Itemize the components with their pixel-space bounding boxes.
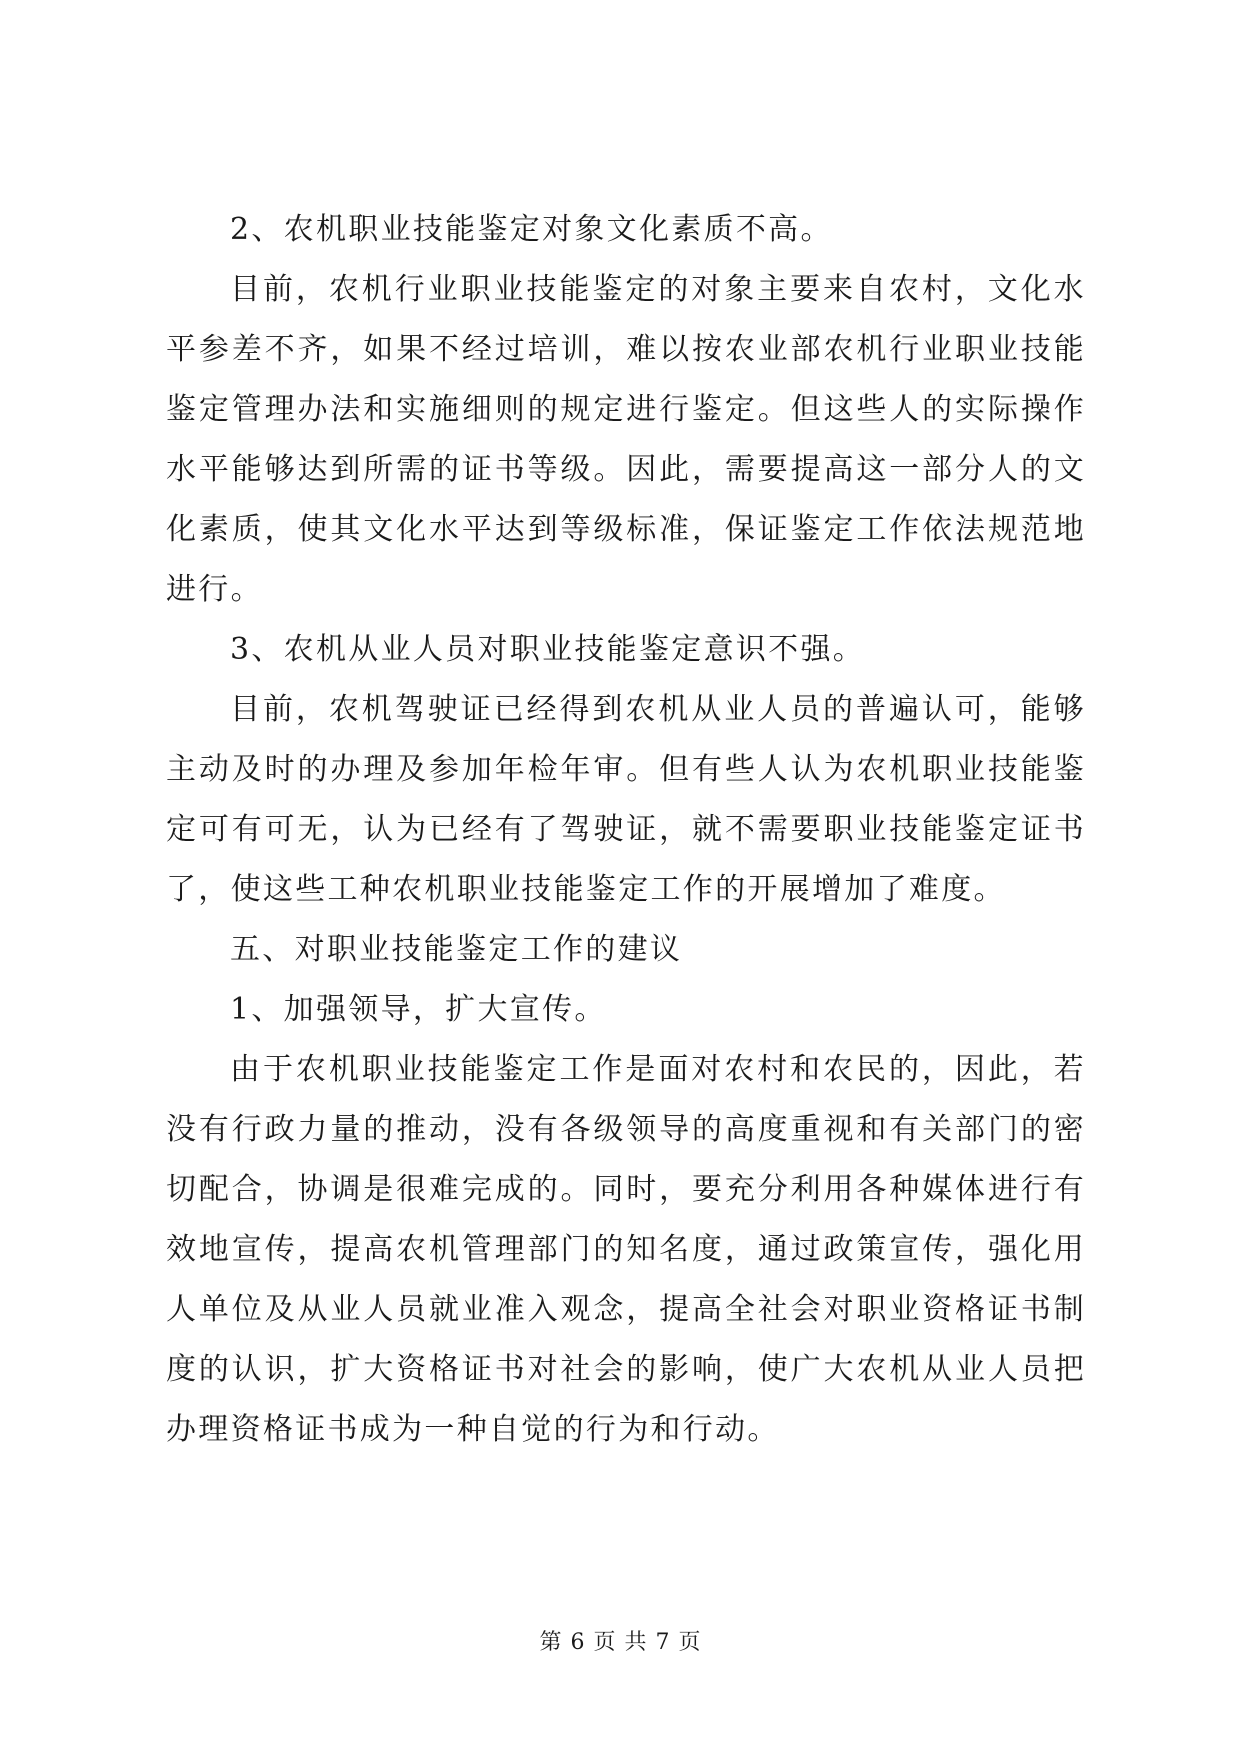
body-paragraph: 目前，农机驾驶证已经得到农机从业人员的普遍认可，能够主动及时的办理及参加年检年审。但有些人认为农机职业技能鉴定可有可无，认为已经有了驾驶证，就不需要职业技能鉴定证书了，使这些工种农机职业技能鉴定工作的开展增加了难度。 <box>166 692 1086 907</box>
section-heading-2: 2、农机职业技能鉴定对象文化素质不高。 <box>230 212 833 247</box>
body-paragraph: 由于农机职业技能鉴定工作是面对农村和农民的，因此，若没有行政力量的推动，没有各级领导的高度重视和有关部门的密切配合，协调是很难完成的。同时，要充分利用各种媒体进行有效地宣传，提高农机管理部门的知名度，通过政策宣传，强化用人单位及从业人员就业准入观念，提高全社会对职业资格证书制度的认识，扩大资格证书对社会的影响，使广大农机从业人员把办理资格证书成为一种自觉的行为和行动。 <box>166 1052 1086 1447</box>
section-heading-3: 3、农机从业人员对职业技能鉴定意识不强。 <box>230 632 866 667</box>
page-footer: 第 6 页 共 7 页 <box>539 1630 702 1655</box>
document-body <box>166 200 1086 1460</box>
section-heading-1: 1、加强领导，扩大宣传。 <box>230 992 607 1027</box>
chapter-heading-5: 五、对职业技能鉴定工作的建议 <box>230 932 683 967</box>
body-paragraph: 目前，农机行业职业技能鉴定的对象主要来自农村，文化水平参差不齐，如果不经过培训，难以按农业部农机行业职业技能鉴定管理办法和实施细则的规定进行鉴定。但这些人的实际操作水平能够达到所需的证书等级。因此，需要提高这一部分人的文化素质，使其文化水平达到等级标准，保证鉴定工作依法规范地进行。 <box>166 272 1086 607</box>
